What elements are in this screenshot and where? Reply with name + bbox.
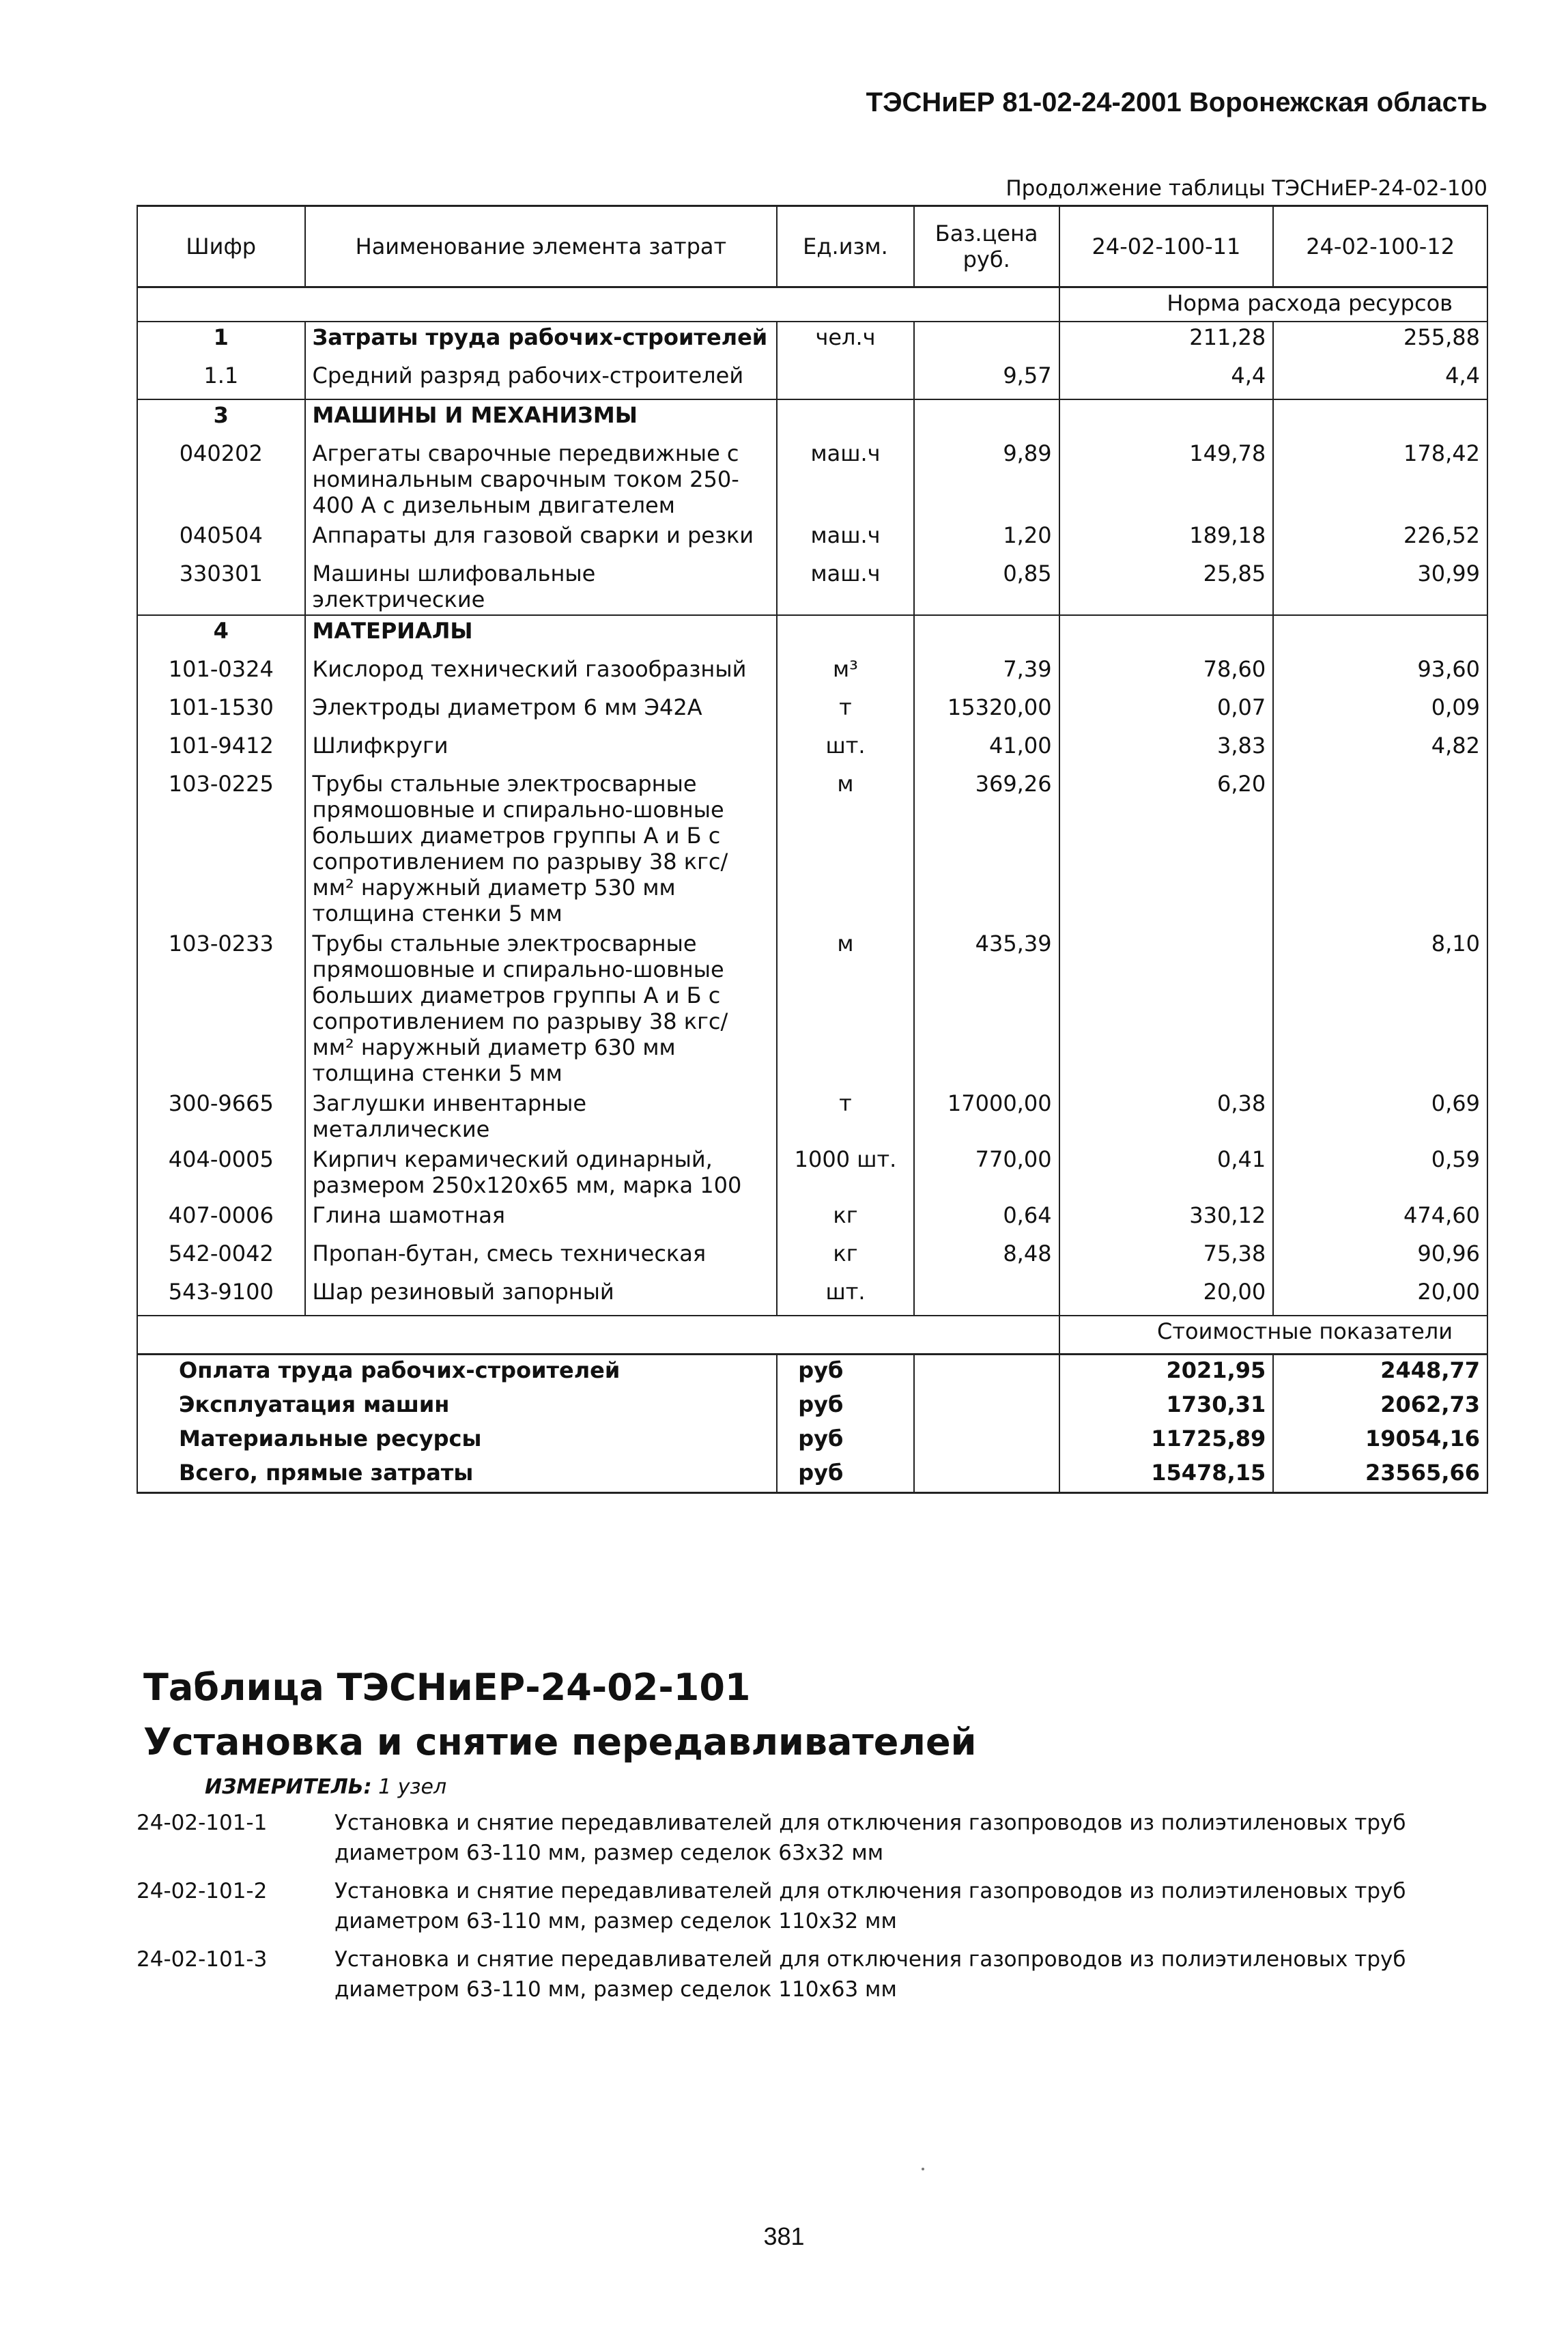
table-row xyxy=(137,322,1487,360)
row-name: Трубы стальные электросварные прямошовные и спирально-шовные больших диаметров группы А и Б с сопротивлением по разрыву 38 кгс/мм² наружный диаметр 530 мм толщина стенки 5 мм xyxy=(305,769,778,929)
row-value-12 xyxy=(1273,615,1487,654)
section-subtitle: Установка и снятие передавливателей xyxy=(143,1720,977,1763)
col-header-name: Наименование элемента затрат xyxy=(305,206,778,287)
table-row xyxy=(137,769,1487,929)
row-value-11: 78,60 xyxy=(1059,654,1274,692)
row-unit: шт. xyxy=(777,731,914,769)
cost-name: Материальные ресурсы xyxy=(137,1423,777,1458)
row-price: 8,48 xyxy=(914,1238,1059,1277)
row-price: 0,85 xyxy=(914,558,1059,615)
cost-price xyxy=(914,1389,1059,1423)
row-unit: маш.ч xyxy=(777,438,914,520)
row-name: Кислород технический газообразный xyxy=(305,654,778,692)
row-value-11: 6,20 xyxy=(1059,769,1274,929)
row-code: 101-9412 xyxy=(137,731,305,769)
measure-line xyxy=(205,1775,446,1799)
row-value-12: 0,59 xyxy=(1273,1144,1487,1200)
row-name: Глина шамотная xyxy=(305,1200,778,1238)
row-value-11: 4,4 xyxy=(1059,360,1274,399)
scan-dot xyxy=(922,2168,924,2170)
cost-price xyxy=(914,1423,1059,1458)
cost-unit: руб xyxy=(777,1389,914,1423)
cost-value-12: 23565,66 xyxy=(1273,1458,1487,1493)
row-value-12: 0,69 xyxy=(1273,1088,1487,1144)
page-number: 381 xyxy=(763,2222,805,2250)
row-value-12: 0,09 xyxy=(1273,692,1487,731)
table-row xyxy=(137,360,1487,399)
row-value-12 xyxy=(1273,399,1487,438)
cost-value-11: 11725,89 xyxy=(1059,1423,1274,1458)
row-price: 770,00 xyxy=(914,1144,1059,1200)
norm-items-list xyxy=(137,1808,1474,2013)
table-row xyxy=(137,399,1487,438)
table-row xyxy=(137,1238,1487,1277)
cost-label: Стоимостные показатели xyxy=(1059,1316,1487,1355)
row-unit: маш.ч xyxy=(777,520,914,558)
cost-name: Всего, прямые затраты xyxy=(137,1458,777,1493)
row-price: 7,39 xyxy=(914,654,1059,692)
row-value-12: 474,60 xyxy=(1273,1200,1487,1238)
row-name: Аппараты для газовой сварки и резки xyxy=(305,520,778,558)
cost-row xyxy=(137,1389,1487,1423)
table-row xyxy=(137,731,1487,769)
row-code: 542-0042 xyxy=(137,1238,305,1277)
row-price xyxy=(914,1277,1059,1316)
row-code: 4 xyxy=(137,615,305,654)
norm-item xyxy=(137,1944,1474,2004)
row-value-12: 8,10 xyxy=(1273,929,1487,1088)
norm-item-code: 24-02-101-2 xyxy=(137,1879,268,1903)
row-unit: маш.ч xyxy=(777,558,914,615)
row-name: Машины шлифовальные электрические xyxy=(305,558,778,615)
row-code: 300-9665 xyxy=(137,1088,305,1144)
row-name: Трубы стальные электросварные прямошовные и спирально-шовные больших диаметров группы А и Б с сопротивлением по разрыву 38 кгс/мм² наружный диаметр 630 мм толщина стенки 5 мм xyxy=(305,929,778,1088)
table-row xyxy=(137,692,1487,731)
row-price: 9,89 xyxy=(914,438,1059,520)
row-name: Средний разряд рабочих-строителей xyxy=(305,360,778,399)
col-header-code: Шифр xyxy=(137,206,305,287)
row-unit xyxy=(777,399,914,438)
cost-row xyxy=(137,1355,1487,1390)
table-row xyxy=(137,1200,1487,1238)
row-value-11: 149,78 xyxy=(1059,438,1274,520)
row-unit: м³ xyxy=(777,654,914,692)
table-row xyxy=(137,558,1487,615)
row-value-12: 93,60 xyxy=(1273,654,1487,692)
row-value-12: 255,88 xyxy=(1273,322,1487,360)
table-row xyxy=(137,1088,1487,1144)
document-header: ТЭСНиЕР 81-02-24-2001 Воронежская область xyxy=(866,87,1487,117)
row-value-11 xyxy=(1059,615,1274,654)
row-value-12: 4,4 xyxy=(1273,360,1487,399)
row-name: Агрегаты сварочные передвижные с номинальным сварочным током 250-400 А с дизельным двигателем xyxy=(305,438,778,520)
col-header-unit: Ед.изм. xyxy=(777,206,914,287)
table-row xyxy=(137,1144,1487,1200)
row-value-11: 25,85 xyxy=(1059,558,1274,615)
measure-key: ИЗМЕРИТЕЛЬ: xyxy=(205,1775,372,1799)
cost-unit: руб xyxy=(777,1423,914,1458)
row-value-11 xyxy=(1059,399,1274,438)
row-name: Пропан-бутан, смесь техническая xyxy=(305,1238,778,1277)
cost-name: Оплата труда рабочих-строителей xyxy=(137,1355,777,1390)
row-price xyxy=(914,615,1059,654)
row-value-11: 211,28 xyxy=(1059,322,1274,360)
row-unit xyxy=(777,360,914,399)
row-value-11: 330,12 xyxy=(1059,1200,1274,1238)
cost-row xyxy=(137,1458,1487,1493)
cost-price xyxy=(914,1458,1059,1493)
table-row xyxy=(137,654,1487,692)
norm-label: Норма расхода ресурсов xyxy=(1059,287,1487,322)
norm-label-row xyxy=(137,287,1487,322)
row-value-11 xyxy=(1059,929,1274,1088)
row-value-12 xyxy=(1273,769,1487,929)
row-code: 543-9100 xyxy=(137,1277,305,1316)
row-price: 0,64 xyxy=(914,1200,1059,1238)
cost-label-spacer xyxy=(137,1316,1059,1355)
row-unit: кг xyxy=(777,1238,914,1277)
row-code: 330301 xyxy=(137,558,305,615)
row-code: 040202 xyxy=(137,438,305,520)
norm-item-text: Установка и снятие передавливателей для отключения газопроводов из полиэтиленовых труб диаметром 63-110 мм, размер седелок 110х32 мм xyxy=(334,1879,1406,1933)
norm-item xyxy=(137,1808,1474,1868)
table-header-row xyxy=(137,206,1487,287)
row-value-11: 75,38 xyxy=(1059,1238,1274,1277)
row-unit: чел.ч xyxy=(777,322,914,360)
cost-name: Эксплуатация машин xyxy=(137,1389,777,1423)
norm-item-code: 24-02-101-3 xyxy=(137,1947,268,1972)
row-unit: 1000 шт. xyxy=(777,1144,914,1200)
col-header-variant-11: 24-02-100-11 xyxy=(1059,206,1274,287)
table-row xyxy=(137,615,1487,654)
row-code: 103-0225 xyxy=(137,769,305,929)
row-unit: шт. xyxy=(777,1277,914,1316)
row-price: 17000,00 xyxy=(914,1088,1059,1144)
row-value-12: 226,52 xyxy=(1273,520,1487,558)
row-price: 369,26 xyxy=(914,769,1059,929)
row-unit xyxy=(777,615,914,654)
cost-value-11: 1730,31 xyxy=(1059,1389,1274,1423)
row-price xyxy=(914,322,1059,360)
row-code: 404-0005 xyxy=(137,1144,305,1200)
row-code: 407-0006 xyxy=(137,1200,305,1238)
section-title: Таблица ТЭСНиЕР-24-02-101 xyxy=(143,1666,751,1709)
row-code: 1 xyxy=(137,322,305,360)
row-value-12: 4,82 xyxy=(1273,731,1487,769)
row-name: Электроды диаметром 6 мм Э42А xyxy=(305,692,778,731)
cost-label-row xyxy=(137,1316,1487,1355)
norm-item xyxy=(137,1876,1474,1936)
row-code: 101-1530 xyxy=(137,692,305,731)
row-code: 040504 xyxy=(137,520,305,558)
row-value-11: 3,83 xyxy=(1059,731,1274,769)
table-continuation-note: Продолжение таблицы ТЭСНиЕР-24-02-100 xyxy=(1006,176,1487,201)
row-name: МАТЕРИАЛЫ xyxy=(305,615,778,654)
table-row xyxy=(137,929,1487,1088)
row-unit: кг xyxy=(777,1200,914,1238)
row-code: 3 xyxy=(137,399,305,438)
row-name: Шлифкруги xyxy=(305,731,778,769)
row-unit: м xyxy=(777,769,914,929)
row-value-12: 30,99 xyxy=(1273,558,1487,615)
cost-value-12: 19054,16 xyxy=(1273,1423,1487,1458)
row-name: Заглушки инвентарные металлические xyxy=(305,1088,778,1144)
row-value-12: 178,42 xyxy=(1273,438,1487,520)
norm-item-text: Установка и снятие передавливателей для отключения газопроводов из полиэтиленовых труб диаметром 63-110 мм, размер седелок 110х63 мм xyxy=(334,1947,1406,2002)
cost-row xyxy=(137,1423,1487,1458)
row-price: 15320,00 xyxy=(914,692,1059,731)
table-row xyxy=(137,1277,1487,1316)
cost-value-12: 2062,73 xyxy=(1273,1389,1487,1423)
row-code: 103-0233 xyxy=(137,929,305,1088)
cost-price xyxy=(914,1355,1059,1390)
norm-spacer xyxy=(137,287,1059,322)
row-value-11: 0,41 xyxy=(1059,1144,1274,1200)
row-value-11: 189,18 xyxy=(1059,520,1274,558)
row-name: Шар резиновый запорный xyxy=(305,1277,778,1316)
row-code: 1.1 xyxy=(137,360,305,399)
row-name: МАШИНЫ И МЕХАНИЗМЫ xyxy=(305,399,778,438)
cost-value-11: 15478,15 xyxy=(1059,1458,1274,1493)
cost-value-11: 2021,95 xyxy=(1059,1355,1274,1390)
row-unit: т xyxy=(777,692,914,731)
col-header-variant-12: 24-02-100-12 xyxy=(1273,206,1487,287)
row-value-11: 0,07 xyxy=(1059,692,1274,731)
row-price: 435,39 xyxy=(914,929,1059,1088)
table-row xyxy=(137,520,1487,558)
row-value-11: 0,38 xyxy=(1059,1088,1274,1144)
resource-table xyxy=(137,205,1488,1494)
row-price: 9,57 xyxy=(914,360,1059,399)
table-row xyxy=(137,438,1487,520)
row-unit: м xyxy=(777,929,914,1088)
cost-unit: руб xyxy=(777,1355,914,1390)
row-price: 1,20 xyxy=(914,520,1059,558)
measure-value: 1 узел xyxy=(378,1775,447,1799)
row-code: 101-0324 xyxy=(137,654,305,692)
row-name: Кирпич керамический одинарный, размером 250х120х65 мм, марка 100 xyxy=(305,1144,778,1200)
row-unit: т xyxy=(777,1088,914,1144)
row-price xyxy=(914,399,1059,438)
col-header-price: Баз.цена руб. xyxy=(914,206,1059,287)
norm-item-code: 24-02-101-1 xyxy=(137,1811,268,1835)
norm-item-text: Установка и снятие передавливателей для отключения газопроводов из полиэтиленовых труб диаметром 63-110 мм, размер седелок 63х32 мм xyxy=(334,1811,1406,1865)
row-price: 41,00 xyxy=(914,731,1059,769)
cost-value-12: 2448,77 xyxy=(1273,1355,1487,1390)
row-value-11: 20,00 xyxy=(1059,1277,1274,1316)
row-name: Затраты труда рабочих-строителей xyxy=(305,322,778,360)
table-body xyxy=(137,287,1487,1493)
row-value-12: 20,00 xyxy=(1273,1277,1487,1316)
row-value-12: 90,96 xyxy=(1273,1238,1487,1277)
cost-unit: руб xyxy=(777,1458,914,1493)
